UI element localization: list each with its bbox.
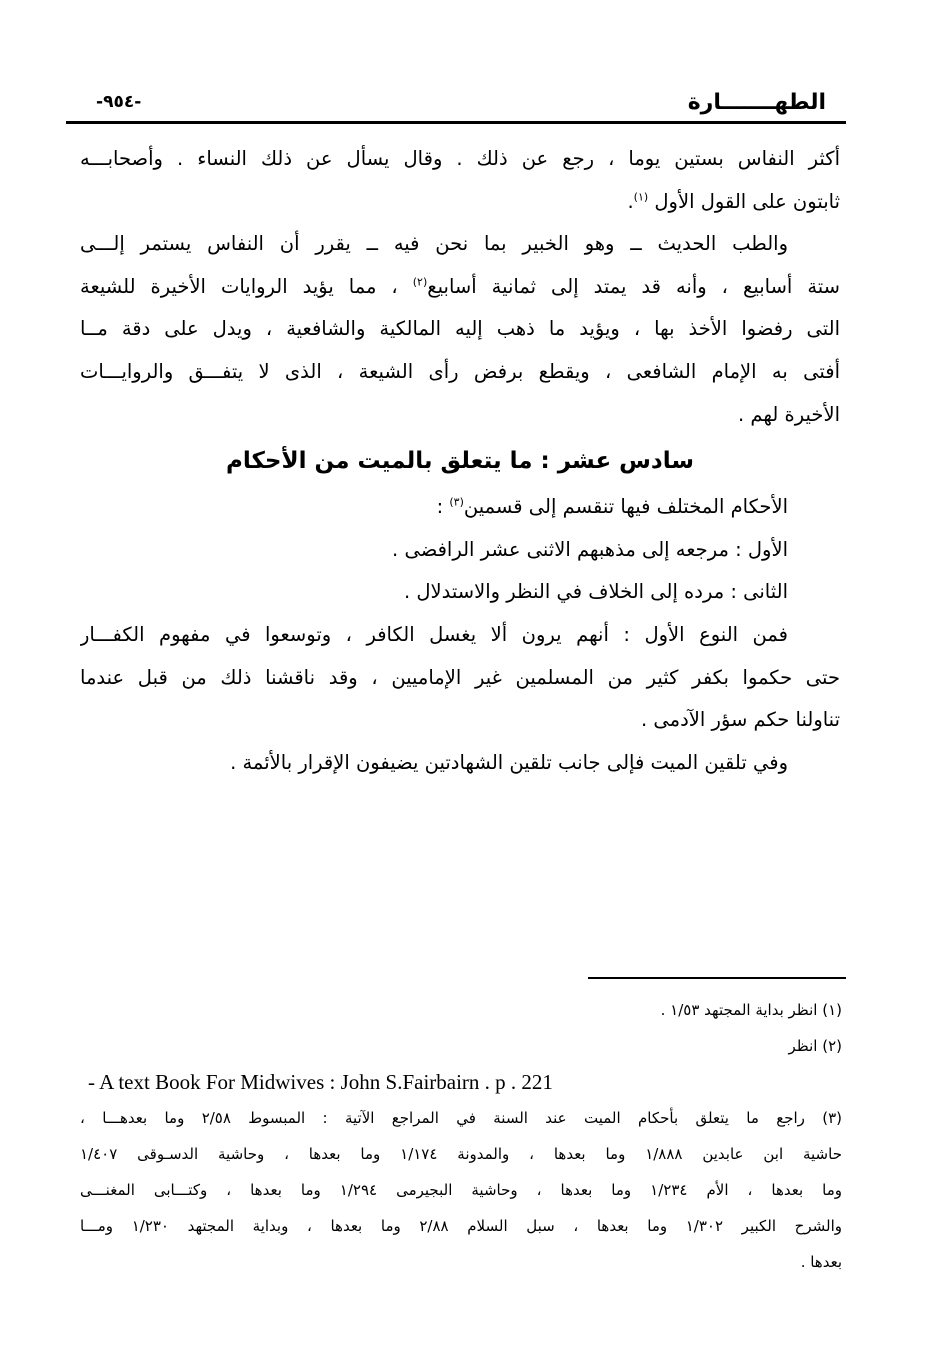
footnote-3-line-5: بعدها . [800, 1253, 842, 1271]
footnote-ref-3[interactable]: (٣) [449, 495, 464, 509]
section-line-7: وفي تلقين الميت فإلى جانب تلقين الشهادتين يضيفون الإقرار بالأئمة . [230, 750, 788, 774]
body-line-1: أكثر النفاس بستين يوما ، رجع عن ذلك . وقال يسأل عن ذلك النساء . وأصحابـــه [80, 147, 840, 170]
footnote-rule [588, 977, 846, 979]
page-header [66, 86, 846, 120]
section-line-4: فمن النوع الأول : أنهم يرون ألا يغسل الكافر ، وتوسعوا في مفهوم الكفـــار [80, 622, 788, 646]
footnote-2-reference: - A text Book For Midwives : John S.Fairbairn . p . 221 [88, 1070, 553, 1094]
body-line-7: الأخيرة لهم . [738, 402, 840, 426]
header-rule [66, 121, 846, 124]
footnotes [80, 992, 842, 1280]
section-line-3: الثانى : مرده إلى الخلاف في النظر والاستدلال . [403, 580, 788, 604]
section-line-2: الأول : مرجعه إلى مذهبهم الاثنى عشر الرافضى . [392, 537, 788, 561]
running-title: الطهـــــــارة [687, 90, 826, 115]
footnote-1: (١) انظر بداية المجتهد ١/٥٣ . [660, 1001, 842, 1019]
section-line-5: حتى حكموا بكفر كثير من المسلمين غير الإماميين ، وقد ناقشنا ذلك من قبل عندما [80, 665, 840, 689]
body-line-2: ثابتون على القول الأول $^{(١)}$. [627, 189, 840, 213]
page-number: -٩٥٤- [96, 92, 142, 112]
section-line-6: تناولنا حكم سؤر الآدمى . [641, 708, 840, 732]
section-line-1: الأحكام المختلف فيها تنقسم إلى قسمين$^{(٣)}$ : [436, 495, 788, 519]
body-line-4: ستة أسابيع ، وأنه قد يمتد إلى ثمانية أسابيع$^{(٢)}$ ، مما يؤيد الروايات الأخيرة للشيعة [80, 274, 840, 298]
main-text [80, 138, 840, 784]
body-line-6: أفتى به الإمام الشافعى ، ويقطع برفض رأى الشيعة ، الذى لا يتفـــق والروايـــات [80, 359, 840, 383]
footnote-2: (٢) انظر [788, 1037, 842, 1055]
footnote-3-line-1: (٣) راجع ما يتعلق بأحكام الميت عند السنة في المراجع الآتية : المبسوط ٢/٥٨ وما بعدهـــا ، [80, 1109, 842, 1127]
footnote-ref-1[interactable]: (١) [633, 190, 649, 204]
footnote-3-line-3: وما بعدها ، الأم ١/٢٣٤ وما بعدها ، وحاشية البجيرمى ١/٢٩٤ وما بعدها ، وكتـــابى المغنـــى [80, 1181, 842, 1199]
footnote-3-line-2: حاشية ابن عابدين ١/٨٨٨ وما بعدها ، والمدونة ١/١٧٤ وما بعدها ، وحاشية الدسـوقى ١/٤٠٧ [80, 1145, 842, 1163]
body-line-5: التى رفضوا الأخذ بها ، ويؤيد ما ذهب إليه المالكية والشافعية ، ويدل على دقة مــا [80, 317, 840, 341]
footnote-3-line-4: والشرح الكبير ١/٣٠٢ وما بعدها ، سبل السلام ٢/٨٨ وما بعدها ، وبداية المجتهد ١/٢٣٠ ومـــا [80, 1217, 842, 1235]
body-line-3: والطب الحديث ــ وهو الخبير بما نحن فيه ــ يقرر أن النفاس يستمر إلـــى [80, 232, 788, 256]
section-heading: سادس عشر : ما يتعلق بالميت من الأحكام [226, 448, 694, 475]
footnote-ref-2[interactable]: (٢) [412, 275, 428, 289]
